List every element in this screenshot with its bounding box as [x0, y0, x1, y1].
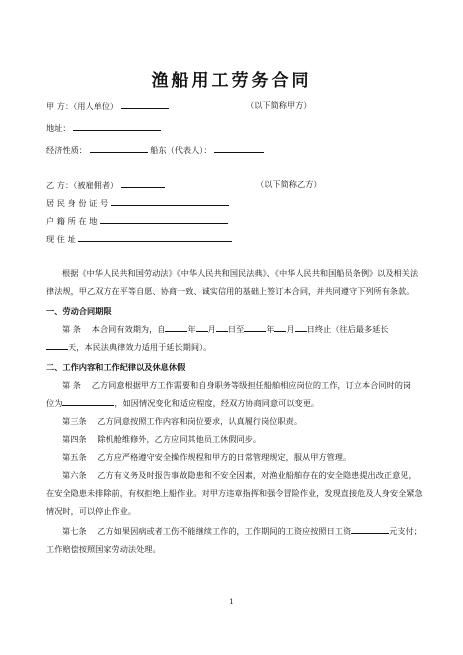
article-4: 第四条 除机舱维修外，乙方应同其他员工休假同步。 [62, 434, 262, 444]
page-number: 1 [229, 598, 234, 606]
article-1-day2: 日终止（往后最多延长 [306, 324, 389, 334]
day-blank-1 [216, 323, 228, 332]
party-a-address-label: 地址： [46, 123, 71, 133]
month-blank-2 [274, 323, 286, 332]
article-1-prefix: 第 条 本合同有效期为，自 [62, 324, 166, 334]
party-b-household-label: 户 籍 所 在 地 [46, 216, 98, 226]
party-a-address-line [46, 122, 161, 134]
article-2-text: 第 条 乙方同意根据甲方工作需要和自身职务等级担任船舶相应岗位的工作，订立本合同时的岗 [62, 380, 412, 390]
party-a-blank [121, 100, 169, 109]
article-1-month1: 月 [207, 324, 216, 334]
party-b-household-line [46, 215, 228, 227]
section-2-heading: 二、工作内容和工作纪律以及休息休假 [46, 362, 186, 372]
party-a-owner-label: 船东（代表人）： [150, 145, 212, 155]
article-7 [46, 522, 424, 558]
party-b-label: 乙 方：（被雇佣者） [46, 180, 119, 190]
document-title: 渔船用工劳务合同 [151, 71, 312, 91]
party-b-id-line [46, 197, 229, 209]
year-blank-1 [165, 323, 187, 332]
party-b-blank [121, 179, 165, 188]
party-a-address-blank [73, 122, 161, 131]
extension-blank [46, 341, 68, 350]
section-1-heading: 一、劳动合同期限 [46, 306, 112, 316]
article-3: 第三条 乙方同意按照工作内容和岗位要求，认真履行岗位职责。 [62, 416, 303, 426]
day-blank-2 [295, 323, 307, 332]
article-5: 第五条 乙方应严格遵守安全操作规程和甲方的日常管理规定，服从甲方管理。 [62, 452, 352, 462]
party-b-current-label: 现 住 址 [46, 234, 76, 244]
party-a-owner-blank [214, 144, 264, 153]
article-7-prefix: 第七条 乙方如果因病或者工伤不能继续工作的，工作期间的工资应按照日工资 [62, 526, 352, 536]
party-b-note: （以下简称乙方） [256, 179, 322, 189]
article-1-line2: 天，本民法典律效力适用于延长期间）。 [68, 342, 212, 352]
party-a-nature-blank [90, 144, 148, 153]
article-2 [46, 376, 424, 412]
party-b-line [46, 179, 165, 191]
article-6: 第六条 乙方有义务及时报告事故隐患和不安全因素，对渔业船舶存在的安全隐患提出改正意见，在安全隐患未排除前，有权拒绝上船作业。对甲方违章指挥和强令冒险作业，发现直接危及人身安全紧急情况时，可以停止作业。 [46, 470, 423, 516]
article-1 [46, 320, 424, 356]
year-blank-2 [244, 323, 266, 332]
article-1-year2: 年 [266, 324, 275, 334]
party-a-line [46, 100, 169, 112]
article-2-line2-prefix: 位为 [46, 398, 63, 408]
party-a-note: （以下简称甲方） [246, 100, 312, 110]
article-1-day1: 日至 [227, 324, 245, 334]
party-b-current-blank [78, 233, 232, 242]
article-7-suffix: 元支付； [389, 526, 422, 536]
article-2-line2-suffix: ，如因情况变化和适应程度，经双方协商同意可以变更。 [114, 398, 320, 408]
party-a-nature-line [46, 144, 264, 156]
party-b-current-line [46, 233, 232, 245]
article-7-line2: 工作赔偿按照国家劳动法处理。 [46, 544, 161, 554]
party-a-label: 甲 方：（用人单位） [46, 101, 119, 111]
party-b-household-blank [100, 215, 228, 224]
month-blank-1 [196, 323, 208, 332]
daily-wage-blank [351, 525, 389, 534]
intro-paragraph: 根据《中华人民共和国劳动法》《中华人民共和国民法典》、《中华人民共和国船员条例》以及相关法律法规，甲乙双方在平等自愿、协商一致、诚实信用的基础上签订本合同，并共同遵守下列所有条款。 [46, 268, 419, 296]
article-1-month2: 月 [286, 324, 295, 334]
position-blank [62, 397, 114, 406]
party-b-id-label: 居 民 身 份 证 号 [46, 198, 109, 208]
article-1-year1: 年 [187, 324, 196, 334]
party-a-nature-label: 经济性质： [46, 145, 87, 155]
party-b-id-blank [111, 197, 229, 206]
